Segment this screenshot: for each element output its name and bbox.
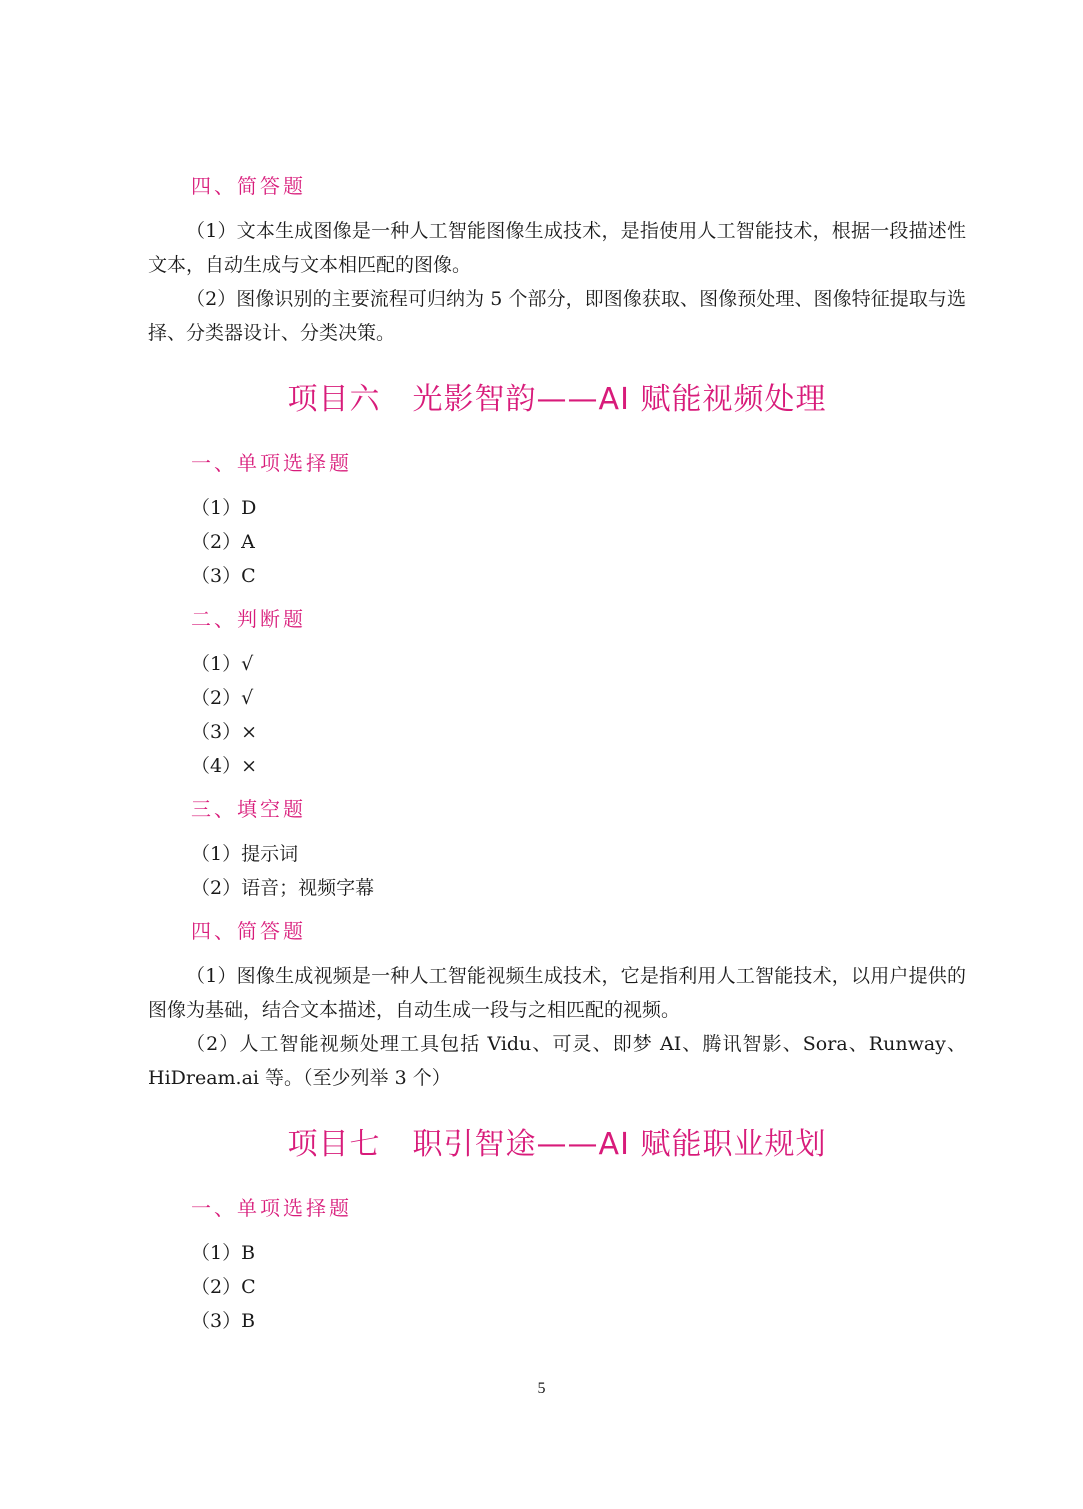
- project7-title-main: 职引智途——AI 赋能职业规划: [412, 1127, 827, 1162]
- answer-item: （1）提示词: [191, 843, 299, 865]
- short-answer-paragraph: （1）文本生成图像是一种人工智能图像生成技术，是指使用人工智能技术，根据一段描述性文本，自动生成与文本相匹配的图像。: [148, 220, 966, 276]
- answer-item: （3）×: [191, 721, 258, 743]
- section-heading-fill-blank: 三、填空题: [191, 797, 306, 821]
- answer-item: （1）B: [191, 1242, 256, 1264]
- answer-item: （2）A: [191, 531, 255, 553]
- section-heading-single-choice: 一、单项选择题: [191, 1196, 352, 1220]
- page-number: 5: [537, 1380, 546, 1397]
- short-answer-paragraph: （1）图像生成视频是一种人工智能视频生成技术，它是指利用人工智能技术，以用户提供的图像为基础，结合文本描述，自动生成一段与之相匹配的视频。: [148, 965, 966, 1021]
- answer-item: （1）D: [191, 497, 257, 519]
- page-content: [148, 170, 966, 1338]
- answer-item: （3）C: [191, 565, 256, 587]
- answer-item: （2）语音；视频字幕: [191, 877, 375, 899]
- project6-title-main: 光影智韵——AI 赋能视频处理: [412, 382, 827, 417]
- answer-item: （1）√: [191, 653, 254, 675]
- section-heading-short-answer: 四、简答题: [191, 919, 306, 943]
- project6-title-prefix: 项目六: [287, 382, 381, 417]
- answer-item: （2）C: [191, 1276, 256, 1298]
- short-answer-paragraph: （2）人工智能视频处理工具包括 Vidu、可灵、即梦 AI、腾讯智影、Sora、Runway、HiDream.ai 等。（至少列举 3 个）: [148, 1033, 966, 1089]
- project6-title: [148, 375, 966, 425]
- short-answer-paragraph: （2）图像识别的主要流程可归纳为 5 个部分，即图像获取、图像预处理、图像特征提取与选择、分类器设计、分类决策。: [148, 288, 966, 344]
- section-heading-short-answer-prev: 四、简答题: [191, 174, 306, 198]
- answer-item: （2）√: [191, 687, 254, 709]
- section-heading-single-choice: 一、单项选择题: [191, 451, 352, 475]
- project7-title-prefix: 项目七: [287, 1127, 381, 1162]
- project7-title: [148, 1120, 966, 1170]
- answer-item: （4）×: [191, 755, 258, 777]
- answer-item: （3）B: [191, 1310, 256, 1332]
- section-heading-true-false: 二、判断题: [191, 607, 306, 631]
